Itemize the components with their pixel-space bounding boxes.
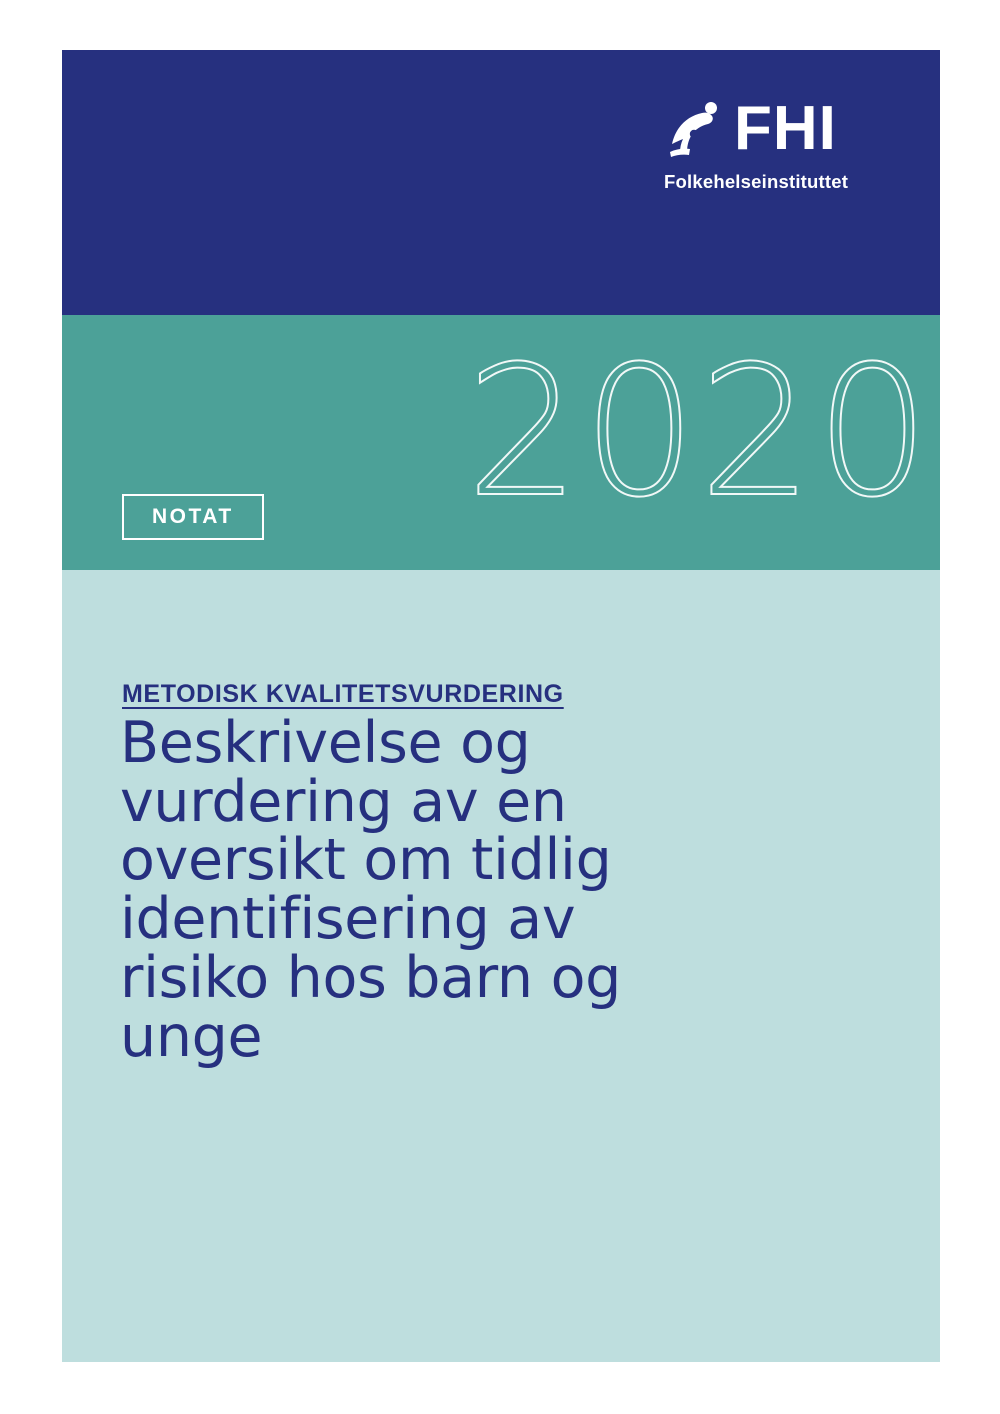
header-band [62,50,940,315]
fhi-logo [662,94,902,218]
kicker-label: METODISK KVALITETSVURDERING [122,680,564,708]
publication-year: 2020 [465,328,932,537]
fhi-logo-full-name: Folkehelseinstituttet [664,171,849,192]
cover-artwork [62,50,940,1362]
fhi-figure-icon [662,100,728,166]
document-type-badge: NOTAT [122,494,264,540]
fhi-logo-abbreviation: FHI [734,94,837,163]
document-title: Beskrivelse og vurdering av en oversikt om tidlig identifisering av risiko hos barn og unge [120,710,622,1070]
